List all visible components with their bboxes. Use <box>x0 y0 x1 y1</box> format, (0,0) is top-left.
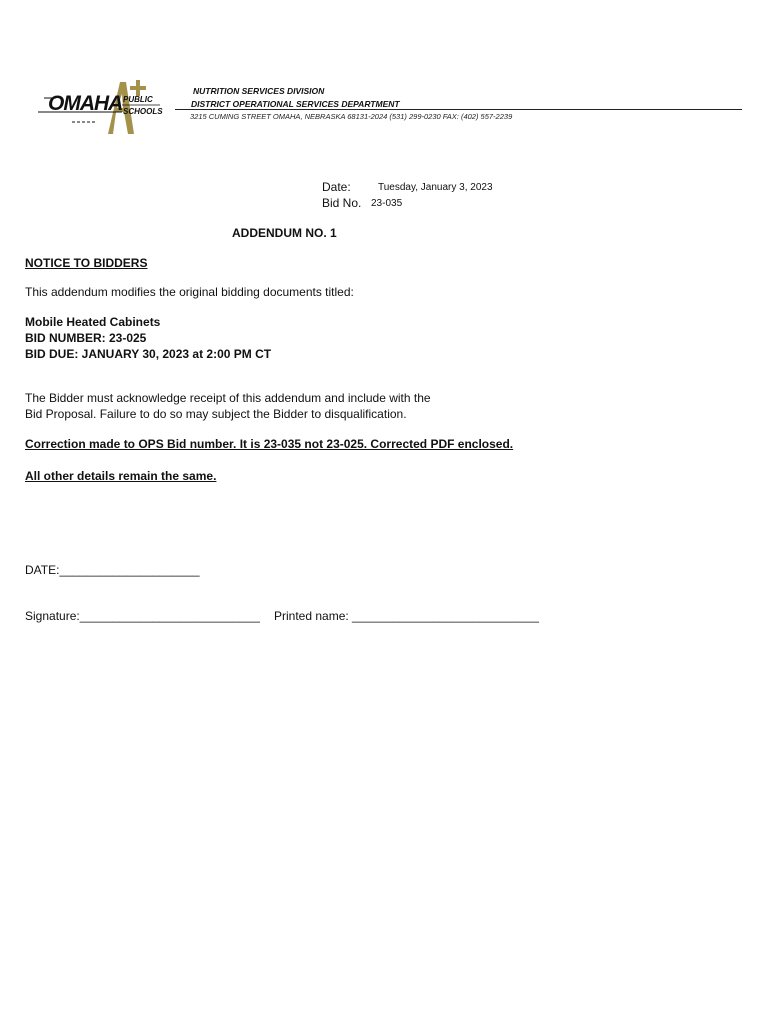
intro-text: This addendum modifies the original bidding documents titled: <box>25 285 354 299</box>
acknowledgement-line-2: Bid Proposal. Failure to do so may subject the Bidder to disqualification. <box>25 407 407 421</box>
logo-public-text: PUBLIC <box>123 95 153 104</box>
logo-schools-text: SCHOOLS <box>123 107 163 116</box>
header-divider <box>175 109 742 110</box>
correction-notice: Correction made to OPS Bid number. It is 23-035 not 23-025. Corrected PDF enclosed. <box>25 437 514 451</box>
acknowledgement-line-1: The Bidder must acknowledge receipt of this addendum and include with the <box>25 391 431 405</box>
omaha-public-schools-logo <box>36 76 166 136</box>
department-name: DISTRICT OPERATIONAL SERVICES DEPARTMENT <box>191 99 400 109</box>
document-title: Mobile Heated Cabinets <box>25 315 161 329</box>
bid-due-line: BID DUE: JANUARY 30, 2023 at 2:00 PM CT <box>25 347 272 361</box>
bid-number-line: BID NUMBER: 23-025 <box>25 331 147 345</box>
date-label: Date: <box>322 180 351 194</box>
bid-number-label: Bid No. <box>322 196 362 210</box>
date-value: Tuesday, January 3, 2023 <box>378 182 493 193</box>
other-details-notice: All other details remain the same. <box>25 469 217 483</box>
bid-number-value: 23-035 <box>371 198 403 209</box>
notice-heading: NOTICE TO BIDDERS <box>25 256 148 270</box>
division-name: NUTRITION SERVICES DIVISION <box>193 86 325 96</box>
addendum-heading: ADDENDUM NO. 1 <box>232 226 337 240</box>
printed-name-field[interactable]: Printed name: ____________________________ <box>274 609 539 623</box>
date-field[interactable]: DATE:_____________________ <box>25 563 200 577</box>
signature-field[interactable]: Signature:___________________________ <box>25 609 260 623</box>
logo-omaha-text: OMAHA <box>48 92 123 115</box>
department-address: 3215 CUMING STREET OMAHA, NEBRASKA 68131-2024 (531) 299-0230 FAX: (402) 557-2239 <box>190 112 513 121</box>
